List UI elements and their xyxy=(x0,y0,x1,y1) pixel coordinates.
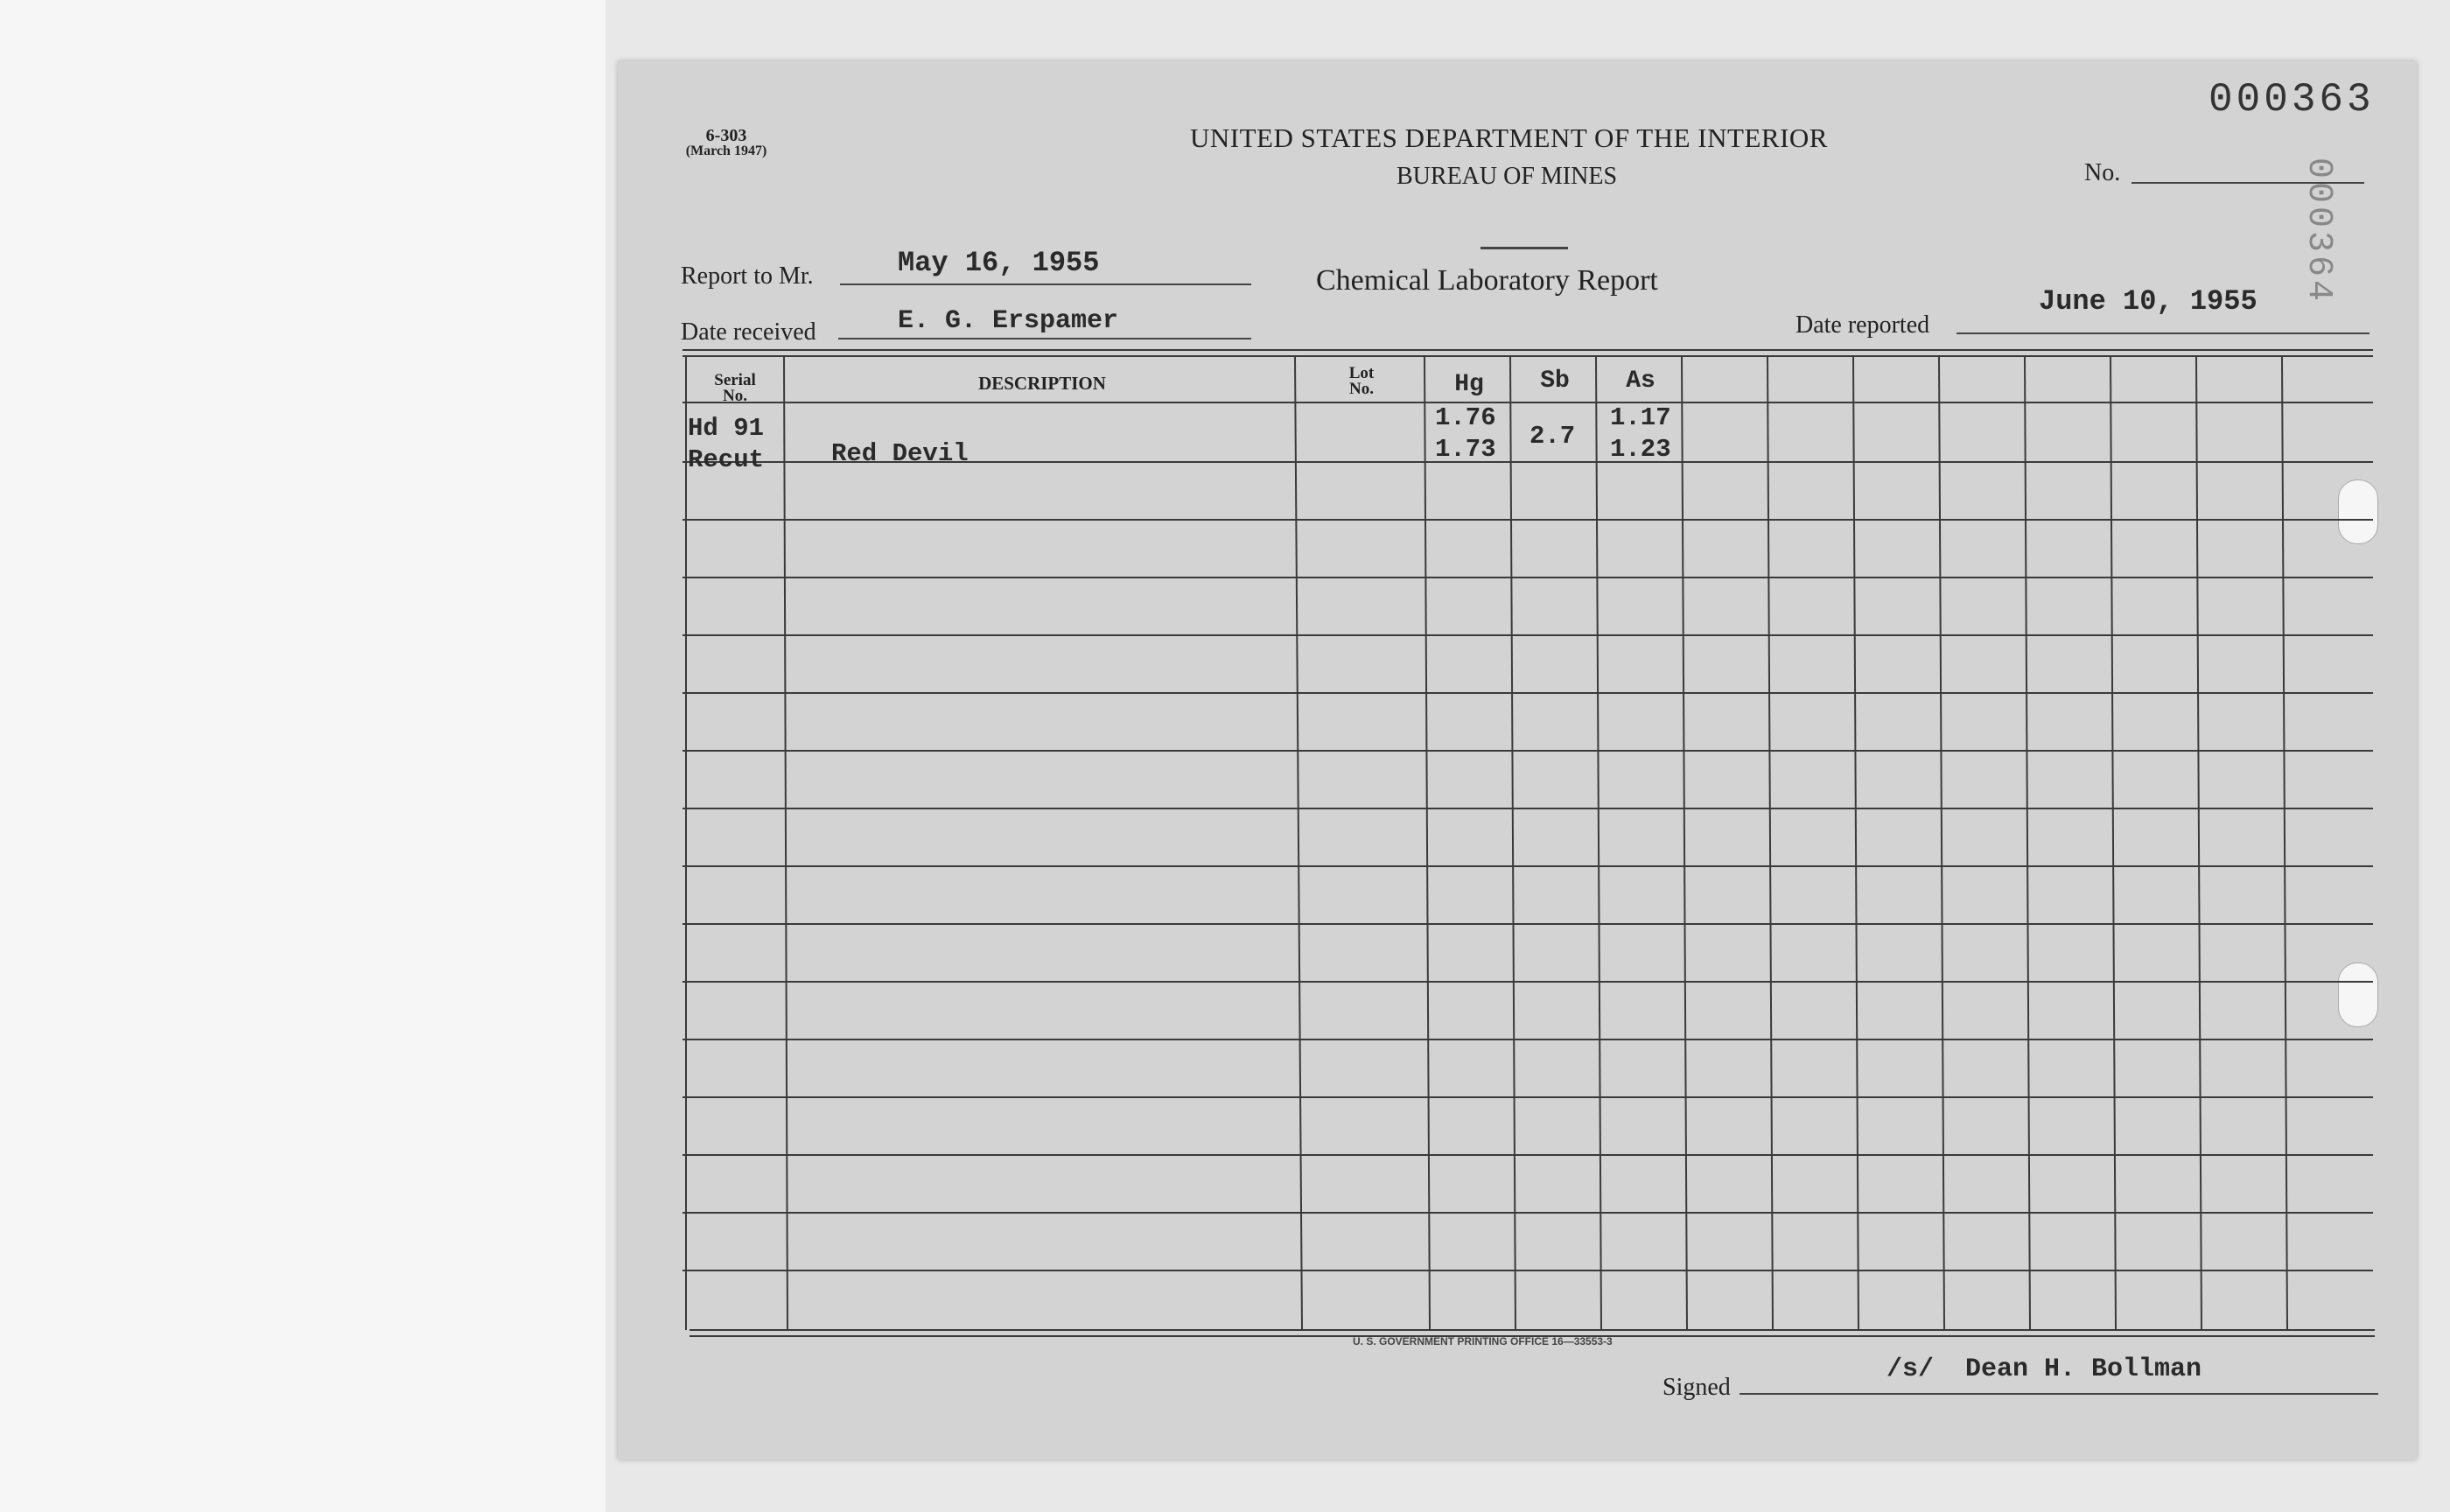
signed-label: Signed xyxy=(1662,1374,1731,1401)
header-description: DESCRIPTION xyxy=(978,373,1106,394)
hg-cell xyxy=(1435,402,1496,466)
department-heading: UNITED STATES DEPARTMENT OF THE INTERIOR xyxy=(1190,122,1828,153)
report-to-label: Report to Mr. xyxy=(681,262,814,290)
header-serial-bottom: No. xyxy=(723,387,747,405)
header-lot-bottom: No. xyxy=(1349,380,1374,398)
sb-cell: 2.7 xyxy=(1530,422,1576,451)
header-serial xyxy=(686,373,784,404)
report-title: Chemical Laboratory Report xyxy=(1316,264,1658,297)
as-line-2: 1.23 xyxy=(1610,435,1671,464)
date-received-value: E. G. Erspamer xyxy=(898,306,1119,336)
description-cell: Red Devil xyxy=(831,439,969,468)
form-code: 6-303 xyxy=(705,126,747,145)
stamp-number: 000363 xyxy=(2208,77,2375,122)
header-sb: Sb xyxy=(1540,368,1570,395)
as-cell xyxy=(1610,402,1671,466)
signed-underline xyxy=(1740,1393,2378,1395)
header-hg: Hg xyxy=(1454,371,1484,398)
header-lot xyxy=(1298,366,1424,397)
header-as: As xyxy=(1626,368,1656,395)
bureau-heading: BUREAU OF MINES xyxy=(1396,163,1618,190)
date-received-label: Date received xyxy=(681,318,816,346)
header-serial-top: Serial xyxy=(714,371,756,389)
serial-cell xyxy=(688,413,764,476)
hg-line-2: 1.73 xyxy=(1435,435,1496,464)
as-line-1: 1.17 xyxy=(1610,403,1671,432)
date-reported-label: Date reported xyxy=(1796,312,1930,339)
form-date: (March 1947) xyxy=(685,144,767,158)
printer-line: U. S. GOVERNMENT PRINTING OFFICE 16—33553-3 xyxy=(1353,1335,1613,1348)
no-label: No. xyxy=(2084,159,2121,186)
signed-value: /s/ Dean H. Bollman xyxy=(1886,1354,2202,1384)
vertical-stamp: 000364 xyxy=(2299,158,2338,305)
hg-line-1: 1.76 xyxy=(1435,403,1496,432)
header-lot-top: Lot xyxy=(1348,364,1375,382)
serial-line-1: Hd 91 xyxy=(688,414,765,443)
date-reported-value: June 10, 1955 xyxy=(2039,285,2258,318)
report-to-value: May 16, 1955 xyxy=(898,247,1100,279)
serial-line-2: Recut xyxy=(688,445,765,474)
